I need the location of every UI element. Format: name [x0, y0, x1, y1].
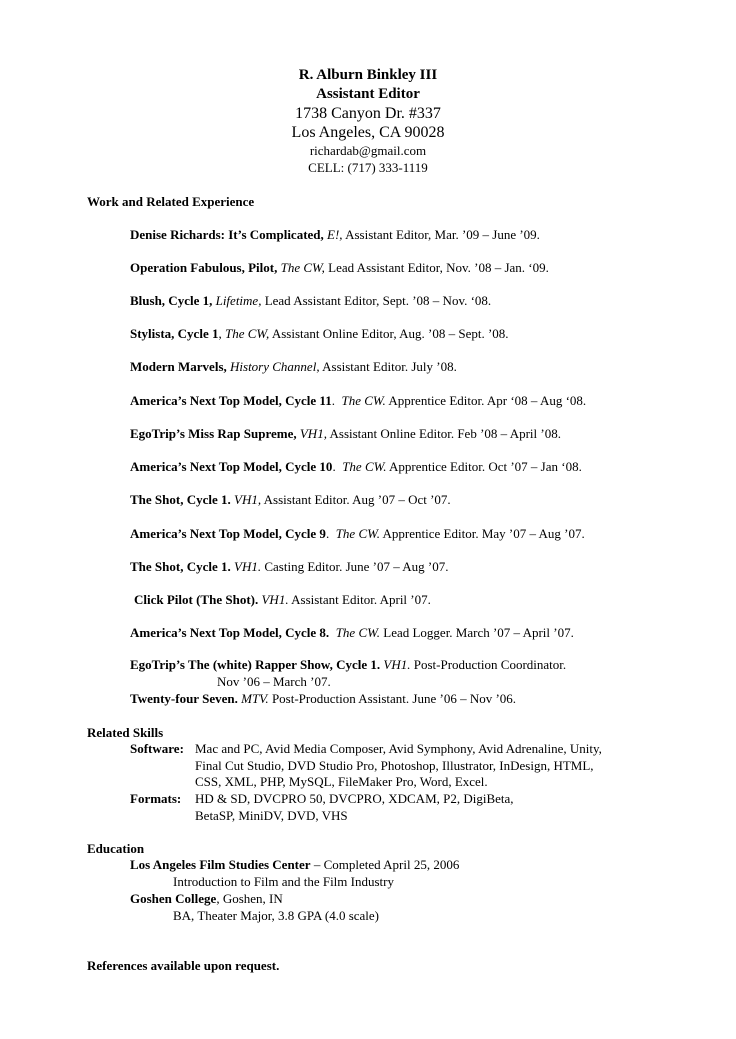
work-entry: America’s Next Top Model, Cycle 10. The CW. Apprentice Editor. Oct ’07 – Jan ‘08. — [130, 459, 582, 474]
work-detail: Lead Logger. March ’07 – April ’07. — [383, 625, 574, 640]
email: richardab@gmail.com — [309, 143, 427, 158]
work-network: E!, — [327, 227, 343, 242]
work-entry — [130, 293, 491, 309]
work-entry — [130, 227, 540, 243]
school-course: Introduction to Film and the Film Industry — [173, 874, 394, 889]
work-show: Stylista, Cycle 1 — [130, 326, 219, 341]
candidate-title: Assistant Editor — [316, 86, 420, 102]
work-show: Blush, Cycle 1, — [130, 293, 213, 308]
work-heading: Work and Related Experience — [87, 194, 255, 209]
work-entry — [130, 426, 561, 442]
work-network: History Channel, — [230, 359, 320, 374]
work-network: The CW. — [335, 625, 380, 640]
work-network: MTV. — [241, 691, 269, 706]
work-network: VH1. — [383, 657, 411, 672]
school-degree: BA, Theater Major, 3.8 GPA (4.0 scale) — [173, 908, 380, 923]
work-detail: Apprentice Editor. May ’07 – Aug ’07. — [382, 526, 585, 541]
school-detail: , Goshen, IN — [216, 891, 283, 906]
work-entry-continuation: Nov ’06 – March ’07. — [217, 674, 331, 689]
resume-header — [0, 66, 736, 176]
work-show: EgoTrip’s The (white) Rapper Show, Cycle 1. — [130, 657, 381, 672]
work-show: The Shot, Cycle 1. — [130, 559, 231, 574]
work-entry — [134, 592, 431, 608]
work-network: Lifetime, — [215, 293, 262, 308]
work-network: VH1. — [234, 559, 262, 574]
work-show: Modern Marvels, — [130, 359, 227, 374]
work-entry — [130, 492, 451, 508]
cell-phone: CELL: (717) 333-1119 — [308, 160, 428, 175]
work-network: The CW, — [224, 326, 270, 341]
work-detail: Assistant Editor. April ’07. — [291, 592, 431, 607]
work-detail: Assistant Online Editor. Feb ’08 – April ’08. — [329, 426, 561, 441]
address-line-2: Los Angeles, CA 90028 — [291, 124, 445, 141]
skills-heading: Related Skills — [87, 725, 164, 740]
work-entry: Stylista, Cycle 1, The CW, Assistant Online Editor, Aug. ’08 – Sept. ’08. — [130, 326, 509, 341]
software-value: Mac and PC, Avid Media Composer, Avid Symphony, Avid Adrenaline, Unity, Final Cut Studio, DVD Studio Pro, Photoshop, Illustrator, InDesign, HTML, CSS, XML, PHP, MySQL, FileMaker Pro, Word, Excel. — [195, 741, 602, 789]
work-detail: Lead Assistant Editor, Nov. ’08 – Jan. ‘09. — [328, 260, 549, 275]
work-detail: Assistant Editor, Mar. ’09 – June ’09. — [345, 227, 540, 242]
work-network: VH1. — [261, 592, 289, 607]
work-network: The CW. — [335, 526, 380, 541]
work-entry — [130, 657, 566, 673]
work-detail: Casting Editor. June ’07 – Aug ’07. — [264, 559, 449, 574]
work-show: America’s Next Top Model, Cycle 10 — [130, 459, 333, 474]
school-detail: – Completed April 25, 2006 — [310, 857, 460, 872]
work-detail: Lead Assistant Editor, Sept. ’08 – Nov. ‘08. — [264, 293, 492, 308]
work-network: The CW. — [341, 393, 386, 408]
work-entry — [130, 359, 457, 375]
software-label: Software: — [130, 741, 184, 756]
school-name: Goshen College — [130, 891, 217, 906]
work-show: America’s Next Top Model, Cycle 8. — [130, 625, 330, 640]
work-detail: Post-Production Coordinator. — [413, 657, 567, 672]
work-entry — [130, 559, 449, 575]
work-show: Denise Richards: It’s Complicated, — [130, 227, 324, 242]
work-show: Twenty-four Seven. — [130, 691, 238, 706]
school-name: Los Angeles Film Studies Center — [130, 857, 311, 872]
work-network: The CW. — [342, 459, 387, 474]
references-note: References available upon request. — [87, 958, 280, 973]
work-entry: America’s Next Top Model, Cycle 11. The CW. Apprentice Editor. Apr ‘08 – Aug ‘08. — [130, 393, 587, 408]
work-show: EgoTrip’s Miss Rap Supreme, — [130, 426, 297, 441]
education-entry — [130, 857, 459, 873]
work-show: Click Pilot (The Shot). — [134, 592, 259, 607]
education-entry — [130, 891, 283, 907]
work-detail: Apprentice Editor. Apr ‘08 – Aug ‘08. — [388, 393, 587, 408]
education-heading: Education — [87, 841, 145, 856]
work-detail: Assistant Online Editor, Aug. ’08 – Sept. ’08. — [271, 326, 509, 341]
work-show: America’s Next Top Model, Cycle 9 — [130, 526, 326, 541]
formats-label: Formats: — [130, 791, 182, 806]
work-network: VH1, — [299, 426, 327, 441]
work-show: Operation Fabulous, Pilot, — [130, 260, 278, 275]
address-line-1: 1738 Canyon Dr. #337 — [295, 105, 441, 122]
candidate-name: R. Alburn Binkley III — [298, 67, 438, 83]
work-entry — [130, 691, 516, 707]
work-detail: Post-Production Assistant. June ’06 – Nov ’06. — [271, 691, 517, 706]
work-network: VH1, — [234, 492, 262, 507]
formats-value: HD & SD, DVCPRO 50, DVCPRO, XDCAM, P2, DigiBeta, BetaSP, MiniDV, DVD, VHS — [195, 791, 514, 823]
work-show: America’s Next Top Model, Cycle 11 — [130, 393, 332, 408]
work-network: The CW, — [280, 260, 325, 275]
work-show: The Shot, Cycle 1. — [130, 492, 231, 507]
work-detail: Apprentice Editor. Oct ’07 – Jan ‘08. — [389, 459, 582, 474]
work-detail: Assistant Editor. July ’08. — [322, 359, 457, 374]
work-entry — [130, 625, 574, 641]
work-entry — [130, 260, 549, 276]
work-entry: America’s Next Top Model, Cycle 9. The CW. Apprentice Editor. May ’07 – Aug ’07. — [130, 526, 585, 541]
work-detail: Assistant Editor. Aug ’07 – Oct ’07. — [263, 492, 451, 507]
